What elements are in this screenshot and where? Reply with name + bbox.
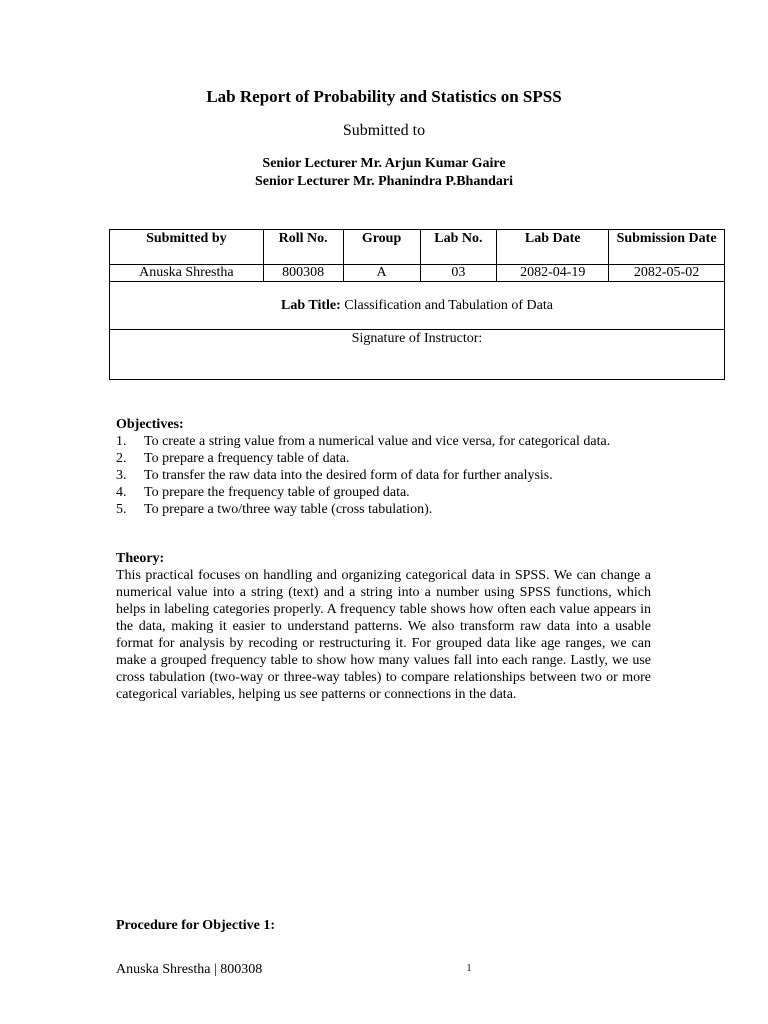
list-item <box>116 433 651 450</box>
report-title: Lab Report of Probability and Statistics on SPSS <box>206 87 562 106</box>
lab-title-label: Lab Title: <box>281 297 341 313</box>
item-number: 4. <box>116 485 127 500</box>
item-number: 5. <box>116 502 127 517</box>
lecturer-2: Senior Lecturer Mr. Phanindra P.Bhandari <box>255 174 513 189</box>
item-number: 1. <box>116 434 127 449</box>
header-roll-no: Roll No. <box>263 230 343 265</box>
lab-title-value: Classification and Tabulation of Data <box>344 297 553 313</box>
list-item <box>116 484 651 501</box>
value-lab-date: 2082-04-19 <box>497 265 609 282</box>
table-header-row <box>110 230 725 265</box>
value-roll-no: 800308 <box>263 265 343 282</box>
table-row <box>110 265 725 282</box>
value-group: A <box>343 265 420 282</box>
list-item <box>116 501 651 518</box>
lecturer-1: Senior Lecturer Mr. Arjun Kumar Gaire <box>262 156 506 171</box>
theory-section <box>116 550 651 703</box>
value-lab-no: 03 <box>420 265 497 282</box>
header-submission-date: Submission Date <box>609 230 725 265</box>
submission-info-table <box>109 229 725 380</box>
lab-title-cell <box>110 282 725 329</box>
header-group: Group <box>343 230 420 265</box>
header-lab-date: Lab Date <box>497 230 609 265</box>
header-lab-no: Lab No. <box>420 230 497 265</box>
objectives-list <box>116 433 651 518</box>
list-item <box>116 467 651 484</box>
header-submitted-by: Submitted by <box>110 230 264 265</box>
theory-paragraph: This practical focuses on handling and organizing categorical data in SPSS. We can change a numerical value into a string (text) and a string into a number using SPSS functions, which helps in labeling categories properly. A frequency table shows how often each value appears in the data, making it easier to understand patterns. We also transform raw data into a usable format for analysis by recoding or restructuring it. For grouped data like age ranges, we can make a grouped frequency table to show how many values fall into each range. Lastly, we use cross tabulation (two-way or three-way tables) to compare relationships between two or more categorical variables, helping us see patterns or connections in the data. <box>116 568 651 702</box>
value-submitted-by: Anuska Shrestha <box>110 265 264 282</box>
item-number: 3. <box>116 468 127 483</box>
item-text: To transfer the raw data into the desired form of data for further analysis. <box>144 468 553 483</box>
item-text: To create a string value from a numerical value and vice versa, for categorical data. <box>144 434 611 449</box>
footer-author: Anuska Shrestha | 800308 <box>116 962 263 977</box>
page-number: 1 <box>466 963 472 974</box>
lab-title-row <box>110 282 725 329</box>
theory-heading: Theory: <box>116 551 165 566</box>
item-text: To prepare the frequency table of grouped data. <box>144 485 410 500</box>
procedure-heading: Procedure for Objective 1: <box>116 918 276 933</box>
objectives-heading: Objectives: <box>116 417 184 432</box>
list-item <box>116 450 651 467</box>
item-number: 2. <box>116 451 127 466</box>
item-text: To prepare a two/three way table (cross tabulation). <box>144 502 433 517</box>
objectives-section <box>116 416 651 518</box>
value-submission-date: 2082-05-02 <box>609 265 725 282</box>
item-text: To prepare a frequency table of data. <box>144 451 350 466</box>
signature-row <box>110 329 725 379</box>
submitted-to-label: Submitted to <box>342 122 426 139</box>
signature-cell: Signature of Instructor: <box>110 329 725 379</box>
